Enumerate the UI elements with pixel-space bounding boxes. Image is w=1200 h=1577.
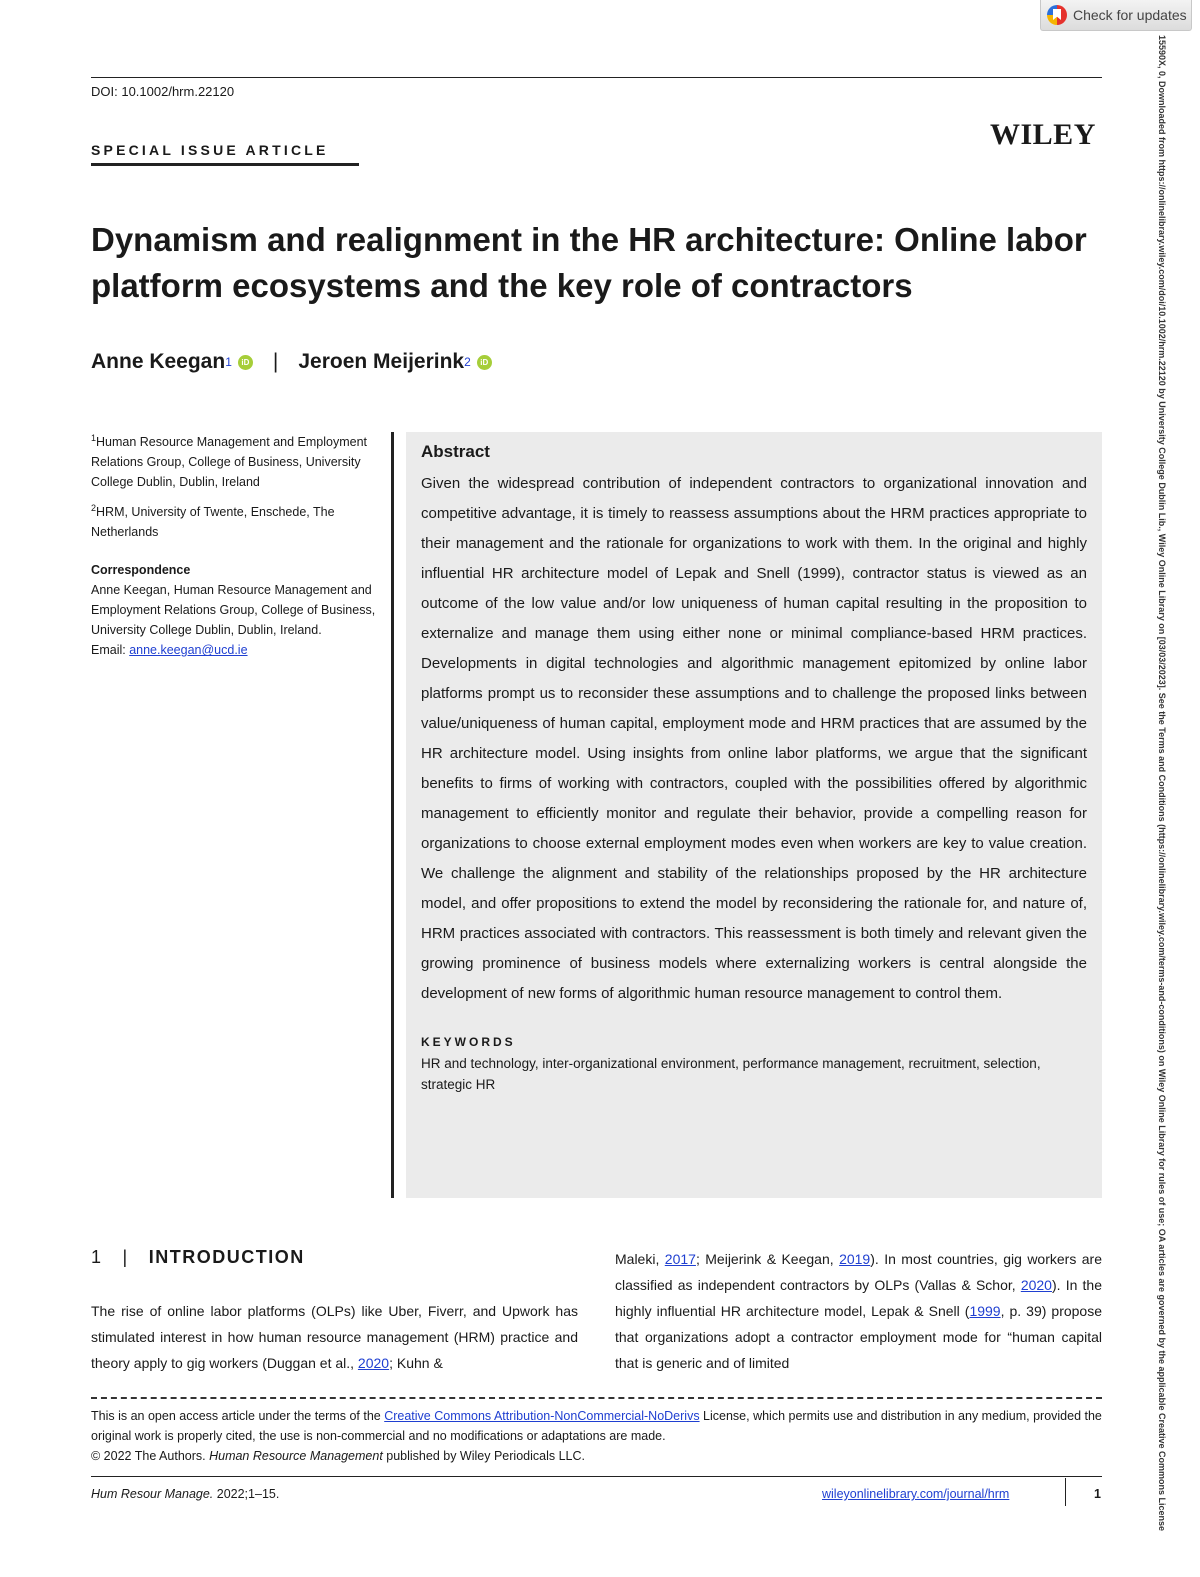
body-text: , p. 39) propose that organizations adopt a contractor employment mode for “human capital that is generic and of limited bbox=[615, 1303, 1103, 1371]
license-notice bbox=[91, 1406, 1102, 1466]
correspondence-text bbox=[91, 580, 381, 660]
page-number: 1 bbox=[1094, 1487, 1101, 1501]
license-divider bbox=[91, 1397, 1102, 1399]
author-separator: | bbox=[272, 350, 279, 373]
body-text: ; Kuhn & bbox=[389, 1355, 443, 1371]
citation-link[interactable]: 2017 bbox=[664, 1251, 696, 1267]
orcid-icon[interactable]: iD bbox=[238, 355, 253, 370]
download-side-note: 15590X, 0, Downloaded from https://onlinelibrary.wiley.com/doi/10.1002/hrm.22120 by University College Dublin Lib., Wiley Online Library on [03/03/2023]. See the Terms and Conditions (https://onlinelibrary.wiley.com/terms-and-conditions) on Wiley Online Library for rules of use; OA articles are governed by the applicable Creative Commons License bbox=[1157, 35, 1167, 1532]
license-text bbox=[91, 1406, 1102, 1446]
license-text-part: This is an open access article under the terms of the bbox=[91, 1409, 385, 1423]
crossmark-icon bbox=[1047, 5, 1067, 25]
article-title: Dynamism and realignment in the HR architecture: Online labor platform ecosystems and the key role of contractors bbox=[91, 221, 1087, 304]
doi: DOI: 10.1002/hrm.22120 bbox=[91, 84, 235, 99]
copyright-text: © 2022 The Authors. bbox=[91, 1449, 210, 1463]
body-text: The rise of online labor platforms (OLPs) like Uber, Fiverr, and Upwork has stimulated interest in how human resource management (HRM) practice and theory apply to gig workers (Duggan et al., bbox=[91, 1303, 578, 1371]
correspondence-heading: Correspondence bbox=[91, 563, 191, 578]
header-rule bbox=[91, 77, 1102, 78]
license-link[interactable]: Creative Commons Attribution-NonCommercial-NoDerivs bbox=[384, 1409, 700, 1423]
footer-rule bbox=[91, 1476, 1102, 1477]
citation-volume: 2022;1–15. bbox=[213, 1487, 280, 1501]
affiliation-text: Human Resource Management and Employment Relations Group, College of Business, University College Dublin, Dublin, Ireland bbox=[91, 435, 367, 490]
journal-abbrev: Hum Resour Manage. bbox=[91, 1487, 214, 1501]
introduction-column-1 bbox=[91, 1298, 578, 1376]
affiliation bbox=[91, 498, 381, 542]
affiliations bbox=[91, 428, 381, 666]
email-link[interactable]: anne.keegan@ucd.ie bbox=[129, 643, 248, 658]
affiliation-mark: 2 bbox=[91, 503, 97, 514]
keywords-heading: KEYWORDS bbox=[421, 1035, 516, 1049]
author-affiliation-mark[interactable]: 2 bbox=[464, 355, 471, 369]
author-name[interactable]: Anne Keegan bbox=[91, 350, 226, 373]
abstract-text: Given the widespread contribution of independent contractors to organizational innovation and competitive advantage, it is timely to reassess assumptions about the HRM practices appropriate to their management and the rationale for organizations to work with them. In the original and highly influential HR architecture model of Lepak and Snell (1999), contractor status is viewed as an outcome of the low value and/or low uniqueness of human capital resulting in the proposition to externalize and manage them using either none or minimal compliance-based HRM practices. Developments in digital technologies and algorithmic management epitomized by online labor platforms prompt us to reconsider these assumptions and to challenge the proposed links between value/uniqueness of human capital, employment mode and HRM practices that are assumed by the HR architecture model. Using insights from online labor platforms, we argue that the significant benefits to firms of working with contractors, coupled with the possibilities offered by algorithmic management to efficiently monitor and regulate their behavior, provide a compelling reason for organizations to choose external employment modes even when workers are key to value creation. We challenge the alignment and stability of the relationships proposed by the HR architecture model, and offer propositions to extend the model by reconsidering the rationale for, and nature of, HRM practices associated with contractors. This reassessment is both timely and relevant given the growing prominence of business models where externalizing workers is central alongside the development of new forms of algorithmic human resource management to control them. bbox=[421, 475, 1087, 1002]
journal-url-link[interactable]: wileyonlinelibrary.com/journal/hrm bbox=[822, 1487, 1010, 1501]
email-label: Email: bbox=[91, 643, 130, 658]
journal-name: Human Resource Management bbox=[209, 1449, 383, 1463]
wiley-logo: WILEY bbox=[990, 118, 1096, 151]
check-for-updates-button[interactable] bbox=[1040, 0, 1192, 31]
citation-link[interactable]: 2020 bbox=[357, 1355, 390, 1371]
check-for-updates-label: Check for updates bbox=[1073, 7, 1187, 23]
abstract-side-bar bbox=[391, 432, 394, 1198]
article-type-underline bbox=[91, 163, 359, 166]
footer-divider bbox=[1065, 1478, 1066, 1506]
body-text: Maleki, bbox=[615, 1251, 665, 1267]
introduction-heading bbox=[91, 1247, 305, 1268]
orcid-icon[interactable]: iD bbox=[477, 355, 492, 370]
author-name[interactable]: Jeroen Meijerink bbox=[298, 350, 465, 373]
body-text: ). In the highly influential HR architecture model, Lepak & Snell ( bbox=[615, 1277, 1102, 1319]
copyright-text: published by Wiley Periodicals LLC. bbox=[382, 1449, 585, 1463]
license-text-part: License, which permits use and distribution in any medium, provided the original work is properly cited, the use is non-commercial and no modifications or adaptations are made. bbox=[91, 1409, 1102, 1443]
citation-link[interactable]: 1999 bbox=[969, 1303, 1001, 1319]
citation-link[interactable]: 2019 bbox=[839, 1251, 871, 1267]
section-separator: | bbox=[122, 1247, 129, 1267]
body-text: ; Meijerink & Keegan, bbox=[695, 1251, 840, 1267]
abstract-box bbox=[406, 432, 1102, 1198]
author-affiliation-mark[interactable]: 1 bbox=[225, 355, 232, 369]
section-number: 1 bbox=[91, 1247, 103, 1267]
author-list bbox=[91, 350, 492, 374]
section-title: INTRODUCTION bbox=[148, 1247, 305, 1267]
footer-citation bbox=[91, 1487, 279, 1501]
keywords: HR and technology, inter-organizational environment, performance management, recruitment, selection, strategic HR bbox=[421, 1056, 1041, 1092]
affiliation-mark: 1 bbox=[91, 433, 97, 443]
article-type: SPECIAL ISSUE ARTICLE bbox=[91, 142, 329, 158]
abstract-heading: Abstract bbox=[421, 442, 490, 461]
introduction-column-2 bbox=[615, 1246, 1102, 1376]
affiliation bbox=[91, 428, 381, 492]
citation-link[interactable]: 2020 bbox=[1020, 1277, 1052, 1293]
affiliation-text: HRM, University of Twente, Enschede, The Netherlands bbox=[91, 505, 335, 540]
copyright bbox=[91, 1446, 1102, 1466]
body-text: ). In most countries, gig workers are classified as independent contractors by OLPs (Vallas & Schor, bbox=[615, 1251, 1102, 1293]
correspondence-address: Anne Keegan, Human Resource Management and Employment Relations Group, College of Business, University College Dublin, Dublin, Ireland. bbox=[91, 583, 376, 638]
